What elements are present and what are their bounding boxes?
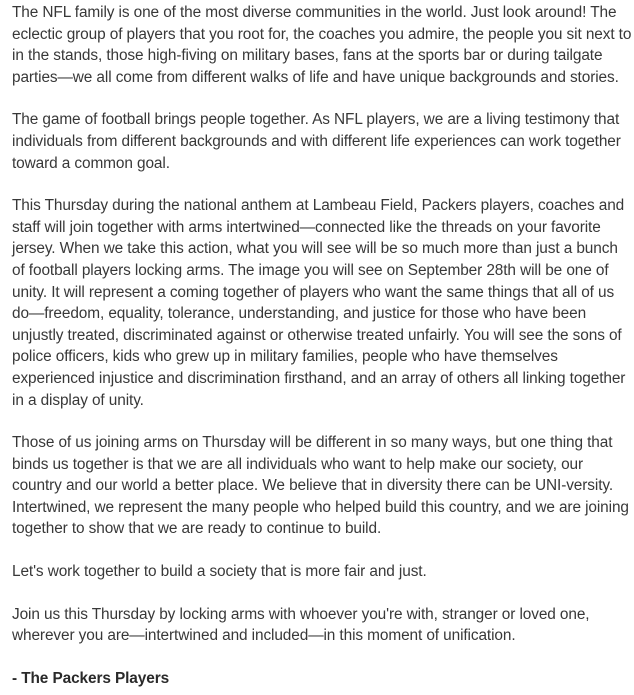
paragraph-joining-arms: Those of us joining arms on Thursday will be different in so many ways, but one thing that binds us together is that we are all individuals who want to help make our society, our country and our world a better place. We believe that in diversity there can be UNI-versity. Intertwined, we represent the many people who helped build this country, and we are joining together to show that we are ready to continue to build. <box>12 434 629 538</box>
packers-statement <box>12 2 632 689</box>
paragraph-game-brings-people-together: The game of football brings people together. As NFL players, we are a living testimony that individuals from different backgrounds and with different life experiences can work together toward a common goal. <box>12 111 621 172</box>
paragraph-join-us: Join us this Thursday by locking arms with whoever you're with, stranger or loved one, wherever you are—intertwined and included—in this moment of unification. <box>12 605 590 645</box>
paragraph-work-together: Let's work together to build a society that is more fair and just. <box>12 563 427 581</box>
paragraph-nfl-family: The NFL family is one of the most diverse communities in the world. Just look around! The eclectic group of players that you root for, the coaches you admire, the people you sit next to in the stands, those high-fiving on military bases, fans at the sports bar or during tailgate parties—we all come from different walks of life and have unique backgrounds and stories. <box>12 4 632 86</box>
paragraph-lambeau-field-action: This Thursday during the national anthem at Lambeau Field, Packers players, coaches and staff will join together with arms intertwined—connected like the threads on your favorite jersey. When we take this action, what you will see will be so much more than just a bunch of football players locking arms. The image you will see on September 28th will be one of unity. It will represent a coming together of players who want the same things that all of us do—freedom, equality, tolerance, understanding, and justice for those who have been unjustly treated, discriminated against or otherwise treated unfairly. You will see the sons of police officers, kids who grew up in military families, people who have themselves experienced injustice and discrimination firsthand, and an array of others all linking together in a display of unity. <box>12 197 626 409</box>
signature: - The Packers Players <box>12 669 170 687</box>
